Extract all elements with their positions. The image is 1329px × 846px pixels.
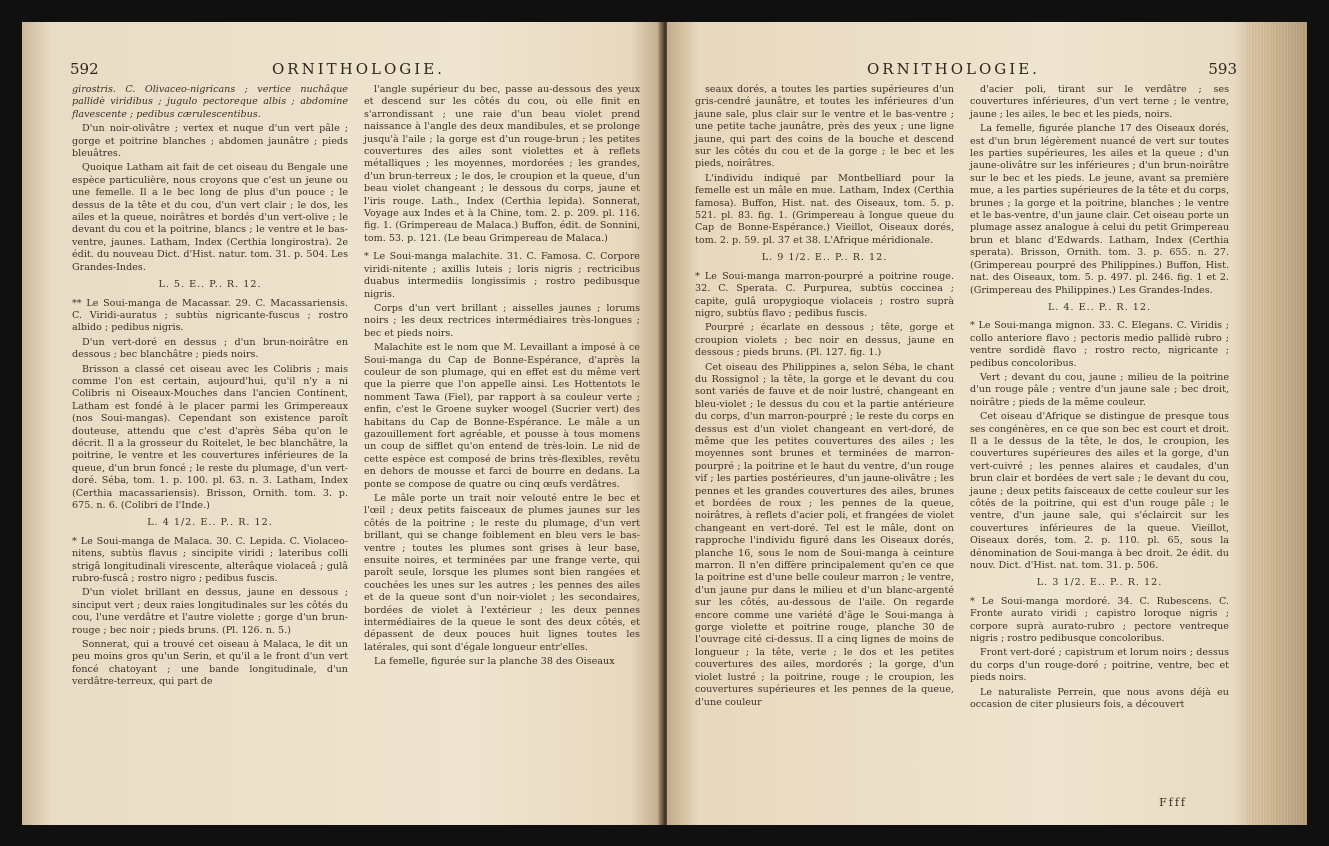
page-edges [1247, 22, 1307, 825]
right-column-1 [695, 84, 954, 804]
paragraph: l'angle supérieur du bec, passe au-dessous des yeux et descend sur les côtés du cou, où elle finit en s'arrondissant ; une raie d'un beau violet prend naissance à l'angle des deux mandibules, et se prolonge jusqu'à l'aile ; la gorge est d'un rouge-brun ; les petites couvertures des ailes sont violettes et à reflets métalliques ; les moyennes, mordorées ; les grandes, d'un brun-terreux ; le dos, le croupion et la queue, d'un beau violet changeant ; le dessous du corps, jaune et l'iris rouge. Lath., Index (Certhia lepida). Sonnerat, Voyage aux Indes et à la Chine, tom. 2. p. 209. pl. 116. fig. 1. (Grimpereau de Malaca.) Buffon, édit. de Sonnini, tom. 53. p. 121. (Le beau Grimpereau de Malaca.) [364, 84, 640, 244]
left-column-1 [72, 84, 348, 804]
paragraph: La femelle, figurée sur la planche 38 des Oiseaux [374, 656, 615, 668]
paragraph: Le naturaliste Perrein, que nous avons déjà eu occasion de citer plusieurs fois, a découvert [970, 686, 1229, 711]
measurement-line: L. 5. E.. P.. R. 12. [158, 279, 262, 291]
left-column-2 [364, 84, 640, 804]
species-entry-heading: * Le Soui-manga marron-pourpré a poitrine rouge. 32. C. Sperata. C. Purpurea, subtùs coccinea ; capite, gulâ uropygioque violaceis ; rostro suprà nigro, subtùs flavo ; pedibus fuscis. [695, 270, 954, 319]
paragraph: Sonnerat, qui a trouvé cet oiseau à Malaca, le dit un peu moins gros qu'un Serin, et qu'il a le front d'un vert foncé chatoyant ; une bande longitudinale, d'un verdâtre-terreux, qui part de [72, 639, 348, 688]
paragraph: D'un noir-olivâtre ; vertex et nuque d'un vert pâle ; gorge et poitrine blanches ; abdomen jaunâtre ; pieds bleuâtres. [72, 123, 348, 160]
left-columns [72, 84, 640, 804]
measurement-line: L. 4 1/2. E.. P.. R. 12. [147, 517, 273, 529]
paragraph: Corps d'un vert brillant ; aisselles jaunes ; lorums noirs ; les deux rectrices intermédiaires très-longues ; bec et pieds noirs. [364, 302, 640, 339]
species-entry-heading: * Le Soui-manga de Malaca. 30. C. Lepida. C. Violaceo-nitens, subtùs flavus ; sincipite viridi ; lateribus colli strigâ longitudinali virescente, alterâque violaceâ ; gulâ rubro-fuscâ ; rostro nigro ; pedibus fuscis. [72, 535, 348, 585]
measurement-line: L. 4. E.. P.. R. 12. [1047, 301, 1152, 313]
paragraph: Front vert-doré ; capistrum et lorum noirs ; dessus du corps d'un rouge-doré ; poitrine, ventre, bec et pieds noirs. [970, 647, 1229, 684]
paragraph: Cet oiseau d'Afrique se distingue de presque tous ses congénères, en ce que son bec est court et droit. Il a le dessus de la tête, le dos, le croupion, les couvertures supérieures des ailes et la gorge, d'un vert-cuivré ; les pennes alaires et caudales, d'un brun clair et bordées de vert sale ; le devant du cou, jaune ; deux petits faisceaux de cette couleur sur les côtés de la poitrine, qui est d'un rouge pâle ; le ventre, d'un jaune sale, qui s'éclaircit sur les couvertures inférieures de la queue. Vieillot, Oiseaux dorés, tom. 2. p. 110. pl. 65, sous la dénomination de Soui-manga à bec droit. 2e édit. du nouv. Dict. d'Hist. nat. tom. 31. p. 506. [970, 411, 1229, 572]
signature-mark: Ffff [1159, 796, 1187, 809]
running-title-left: ORNITHOLOGIE. [272, 60, 445, 78]
paragraph: Cet oiseau des Philippines a, selon Séba, le chant du Rossignol ; la tête, la gorge et le devant du cou sont variés de fauve et de noir lustré, changeant en bleu-violet ; le dessus du cou et la partie antérieure du corps, d'un marron-pourpré ; le reste du corps en dessus est d'un violet changeant en vert-doré, de même que les petites couvertures des ailes ; les moyennes sont brunes et terminées de marron-pourpré ; la poitrine et le haut du ventre, d'un rouge vif ; les parties postérieures, d'un jaune-olivâtre ; les pennes et les grandes couvertures des ailes, brunes et bordées de roux ; les pennes de la queue, noirâtres, à reflets d'acier poli, et frangées de violet changeant en vert-doré. Tel est le mâle, dont on rapproche l'individu figuré dans les Oiseaux dorés, planche 16, sous le nom de Soui-manga à ceinture marron. Il n'en diffère principalement qu'en ce que la poitrine est d'une belle couleur marron ; le ventre, d'un jaune pur dans le milieu et d'un blanc-argenté sur les côtés, au-dessous de l'aile. On regarde encore comme une variété d'âge le Soui-manga à gorge violette et poitrine rouge, planche 30 de l'ouvrage cité ci-dessus. Il a cinq lignes de moins de longueur ; la tête, verte ; le dos et les petites couvertures des ailes, mordorés ; la gorge, d'un violet lustré ; la poitrine, rouge ; le croupion, les couvertures supérieures et les pennes de la queue, d'une couleur [695, 361, 954, 708]
paragraph: La femelle, figurée planche 17 des Oiseaux dorés, est d'un brun légèrement nuancé de vert sur toutes les parties supérieures, les ailes et la queue ; d'un jaune-olivâtre sur les inférieures ; d'un brun-noirâtre sur le bec et les pieds. Le jeune, avant sa première mue, a les parties supérieures de la tête et du corps, brunes ; la gorge et la poitrine, blanches ; le ventre et le bas-ventre, d'un jaune clair. Cet oiseau porte un plumage assez analogue à celui du petit Grimpereau brun et blanc d'Edwards. Latham, Index (Certhia sperata). Brisson, Ornith. tom. 3. p. 655. n. 27. (Grimpereau pourpré des Philippines.) Buffon, Hist. nat. des Oiseaux, tom. 5. p. 497. pl. 246. fig. 1 et 2. (Grimpereau des Philippines.) Les Grandes-Indes. [970, 123, 1229, 296]
paragraph: Pourpré ; écarlate en dessous ; tête, gorge et croupion violets ; bec noir en dessus, jaune en dessous ; pieds bruns. (Pl. 127. fig. 1.) [695, 322, 954, 359]
right-columns [695, 84, 1229, 804]
right-page [667, 22, 1307, 825]
paragraph: D'un violet brillant en dessus, jaune en dessous ; sinciput vert ; deux raies longitudinales sur les côtés du cou, l'une verdâtre et l'autre violette ; gorge d'un brun-rouge ; bec noir ; pieds bruns. (Pl. 126. n. 5.) [72, 587, 348, 636]
right-column-2 [970, 84, 1229, 804]
paragraph: girostris. C. Olivaceo-nigricans ; vertice nuchâque pallidè viridibus ; jugulo pectoreque albis ; abdomine flavescente ; pedibus cærulescentibus. [72, 84, 348, 120]
paragraph: Quoique Latham ait fait de cet oiseau du Bengale une espèce particulière, nous croyons que c'est un jeune ou une femelle. Il a le bec long de plus d'un pouce ; le dessus de la tête et du cou, d'un vert clair ; le dos, les ailes et la queue, noirâtres et bordés d'un vert-olive ; le devant du cou et la poitrine, blancs ; le ventre et le bas-ventre, jaunes. Latham, Index (Certhia longirostra). 2e édit. du nouveau Dict. d'Hist. natur. tom. 31. p. 504. Les Grandes-Indes. [72, 162, 348, 273]
species-entry-heading: * Le Soui-manga malachite. 31. C. Famosa. C. Corpore viridi-nitente ; axillis luteis ; loris nigris ; rectricibus duabus intermediis longissimis ; rostro pedibusque nigris. [364, 251, 640, 300]
paragraph: L'individu indiqué par Montbelliard pour la femelle est un mâle en mue. Latham, Index (Certhia famosa). Buffon, Hist. nat. des Oiseaux, tom. 5. p. 521. pl. 83. fig. 1. (Grimpereau à longue queue du Cap de Bonne-Espérance.) Vieillot, Oiseaux dorés, tom. 2. p. 59. pl. 37 et 38. L'Afrique méridionale. [695, 172, 954, 246]
running-title-right: ORNITHOLOGIE. [867, 60, 1040, 78]
paragraph: Brisson a classé cet oiseau avec les Colibris ; mais comme l'on est certain, aujourd'hui, qu'il n'y a ni Colibris ni Oiseaux-Mouches dans l'ancien Continent, Latham est fondé à le placer parmi les Grimpereaux (nos Soui-mangas). Cependant son existence paroît douteuse, attendu que c'est d'après Séba qu'on le décrit. Il a la grosseur du Roitelet, le bec blanchâtre, la poitrine, le ventre et les couvertures inférieures de la queue, d'un brun foncé ; le reste du plumage, d'un vert-doré. Séba, tom. 1. p. 100. pl. 63. n. 3. Latham, Index (Certhia macassariensis). Brisson, Ornith. tom. 3. p. 675. n. 6. (Colibri de l'Inde.) [72, 363, 348, 511]
paragraph: d'acier poli, tirant sur le verdâtre ; ses couvertures inférieures, d'un vert terne ; le ventre, jaune ; les ailes, le bec et les pieds, noirs. [970, 84, 1229, 120]
measurement-line: L. 3 1/2. E.. P.. R. 12. [1036, 577, 1163, 589]
page-number-left: 592 [70, 60, 99, 78]
paragraph: Vert ; devant du cou, jaune ; milieu de la poitrine d'un rouge pâle ; ventre d'un jaune sale ; bec droit, noirâtre ; pieds de la même couleur. [970, 371, 1229, 408]
measurement-line: L. 9 1/2. E.. P.. R. 12. [761, 252, 888, 264]
left-page [22, 22, 662, 825]
species-entry-heading: * Le Soui-manga mordoré. 34. C. Rubescens. C. Fronte aurato viridi ; capistro loroque nigris ; corpore suprà aurato-rubro ; pectore ventreque nigris ; rostro pedibusque concoloribus. [970, 595, 1229, 645]
paragraph: D'un vert-doré en dessus ; d'un brun-noirâtre en dessous ; bec blanchâtre ; pieds noirs. [72, 336, 348, 361]
open-book [22, 22, 1307, 825]
species-entry-heading: * Le Soui-manga mignon. 33. C. Elegans. C. Viridis ; collo anteriore flavo ; pectoris medio pallidè rubro ; ventre sordidè flavo ; rostro recto, nigricante ; pedibus concoloribus. [970, 320, 1229, 369]
paragraph: seaux dorés, a toutes les parties supérieures d'un gris-cendré jaunâtre, et toutes les inférieures d'un jaune sale, plus clair sur le ventre et le bas-ventre ; une petite tache jaunâtre, près des yeux ; une ligne jaune, qui part des coins de la bouche et descend sur les côtés du cou et de la gorge ; le bec et les pieds, noirâtres. [695, 84, 954, 170]
paragraph: Malachite est le nom que M. Levaillant a imposé à ce Soui-manga du Cap de Bonne-Espérance, d'après la couleur de son plumage, qui en effet est du même vert que la pierre que l'on appelle ainsi. Les Hottentots le nomment Tawa (Fiel), par rapport à sa couleur verte ; enfin, c'est le Groene suyker woogel (Sucrier vert) des habitans du Cap de Bonne-Espérance. Le mâle a un gazouillement fort agréable, et pousse à tous momens un coup de sifflet qu'on entend de très-loin. Le nid de cette espèce est composé de brins très-flexibles, revêtu en dehors de mousse et farci de bourre en dedans. La ponte se compose de quatre ou cinq œufs verdâtres. [364, 342, 640, 490]
paragraph: Le mâle porte un trait noir velouté entre le bec et l'œil ; deux petits faisceaux de plumes jaunes sur les côtés de la poitrine ; le reste du plumage, d'un vert brillant, qui se change foiblement en bleu vers le bas-ventre ; toutes les plumes sont grises à leur base, ensuite noires, et terminées par une frange verte, qui paroît seule, lorsque les plumes sont bien rangées et couchées les unes sur les autres ; les pennes des ailes et de la queue sont d'un noir-violet ; les secondaires, bordées de violet à l'extérieur ; les deux pennes intermédiaires de la queue le sont des deux côtés, et dépassent de deux pouces huit lignes toutes les latérales, qui sont d'égale longueur entr'elles. [364, 493, 640, 653]
species-entry-heading: ** Le Soui-manga de Macassar. 29. C. Macassariensis. C. Viridi-auratus ; subtùs nigricante-fuscus ; rostro albido ; pedibus nigris. [72, 297, 348, 334]
page-number-right: 593 [1208, 60, 1237, 78]
